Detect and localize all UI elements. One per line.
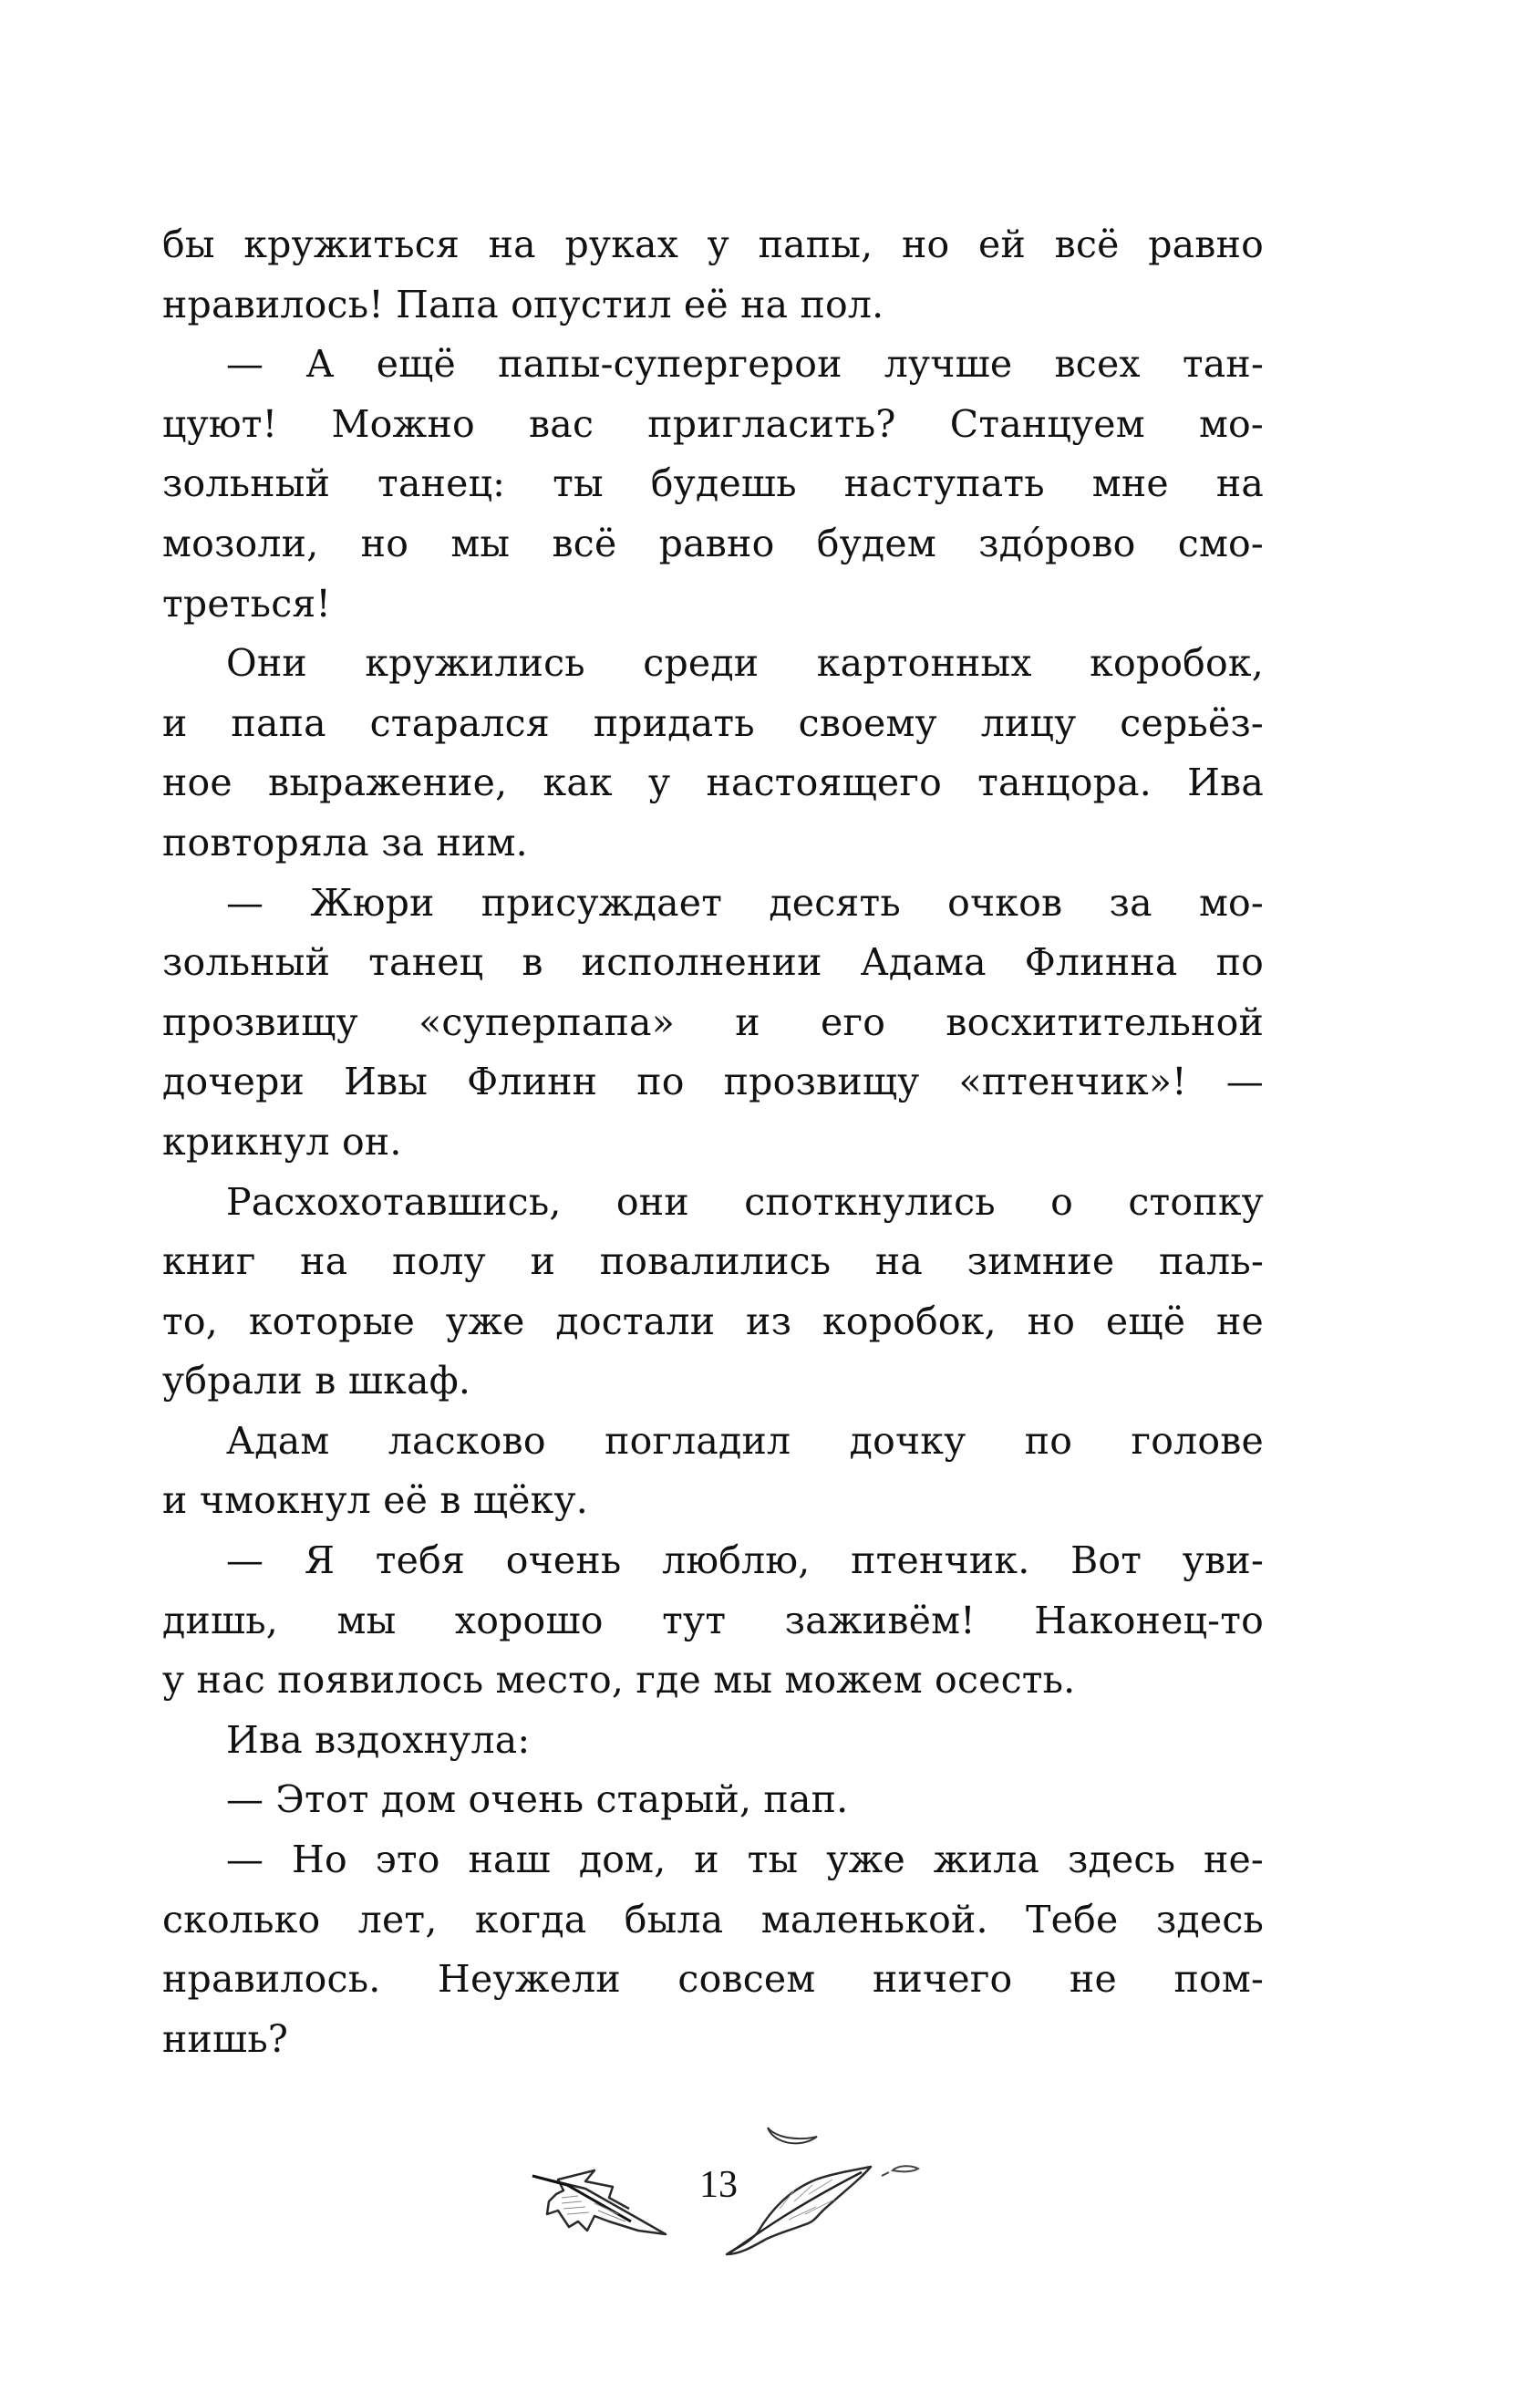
body-text — [162, 215, 1264, 2069]
text-line: — Я тебя очень люблю, птенчик. Вот уви- — [226, 1538, 1264, 1583]
text-line: зольный танец в исполнении Адама Флинна по — [162, 940, 1264, 985]
text-line: сколько лет, когда была маленькой. Тебе здесь — [162, 1897, 1264, 1942]
leaf-fragment-icon — [880, 2163, 921, 2180]
text-line: у нас появилось место, где мы можем осесть. — [162, 1658, 1076, 1703]
page-footer — [0, 2116, 1540, 2271]
text-line: Они кружились среди картонных коробок, — [226, 641, 1264, 686]
text-line: прозвищу «суперпапа» и его восхитительной — [162, 999, 1264, 1044]
text-line: Ива вздохнула: — [226, 1717, 531, 1762]
text-line: и папа старался придать своему лицу серьёз- — [162, 700, 1264, 745]
text-line: зольный танец: ты будешь наступать мне на — [162, 461, 1264, 506]
text-line: Расхохотавшись, они споткнулись о стопку — [226, 1179, 1264, 1224]
text-line: нишь? — [162, 2016, 289, 2061]
text-line: — Этот дом очень старый, пап. — [226, 1777, 849, 1822]
page-number: 13 — [699, 2164, 738, 2206]
text-line: треться! — [162, 581, 332, 626]
text-line: мозоли, но мы всё равно будем здóрово смо- — [162, 521, 1264, 565]
text-line: бы кружиться на руках у папы, но ей всё равно — [162, 223, 1264, 266]
text-line: дишь, мы хорошо тут заживём! Наконец-то — [162, 1598, 1264, 1642]
text-line: — Жюри присуждает десять очков за мо- — [226, 880, 1264, 925]
text-line: ное выражение, как у настоящего танцора. Ива — [162, 761, 1264, 805]
text-line: цуют! Можно вас пригласить? Станцуем мо- — [162, 401, 1264, 446]
text-line: нравилось. Неужели совсем ничего не пом- — [162, 1957, 1264, 2002]
leaf-right-icon — [725, 2163, 880, 2259]
text-line: нравилось! Папа опустил её на пол. — [162, 282, 884, 326]
text-line: то, которые уже достали из коробок, но ещё не — [162, 1299, 1264, 1343]
text-line: дочери Ивы Флинн по прозвищу «птенчик»! — — [162, 1060, 1264, 1104]
small-leaf-top-icon — [764, 2125, 819, 2152]
text-line: убрали в шкаф. — [162, 1359, 471, 1403]
text-line: крикнул он. — [162, 1119, 402, 1164]
text-line: и чмокнул её в щёку. — [162, 1478, 589, 1523]
text-line: — А ещё папы-супергерои лучше всех тан- — [226, 342, 1264, 387]
leaf-left-icon — [531, 2167, 667, 2240]
text-line: Адам ласково погладил дочку по голове — [226, 1418, 1264, 1463]
text-line: книг на полу и повалились на зимние паль- — [162, 1239, 1264, 1284]
text-line: повторяла за ним. — [162, 820, 528, 865]
text-line: — Но это наш дом, и ты уже жила здесь не- — [226, 1838, 1264, 1882]
